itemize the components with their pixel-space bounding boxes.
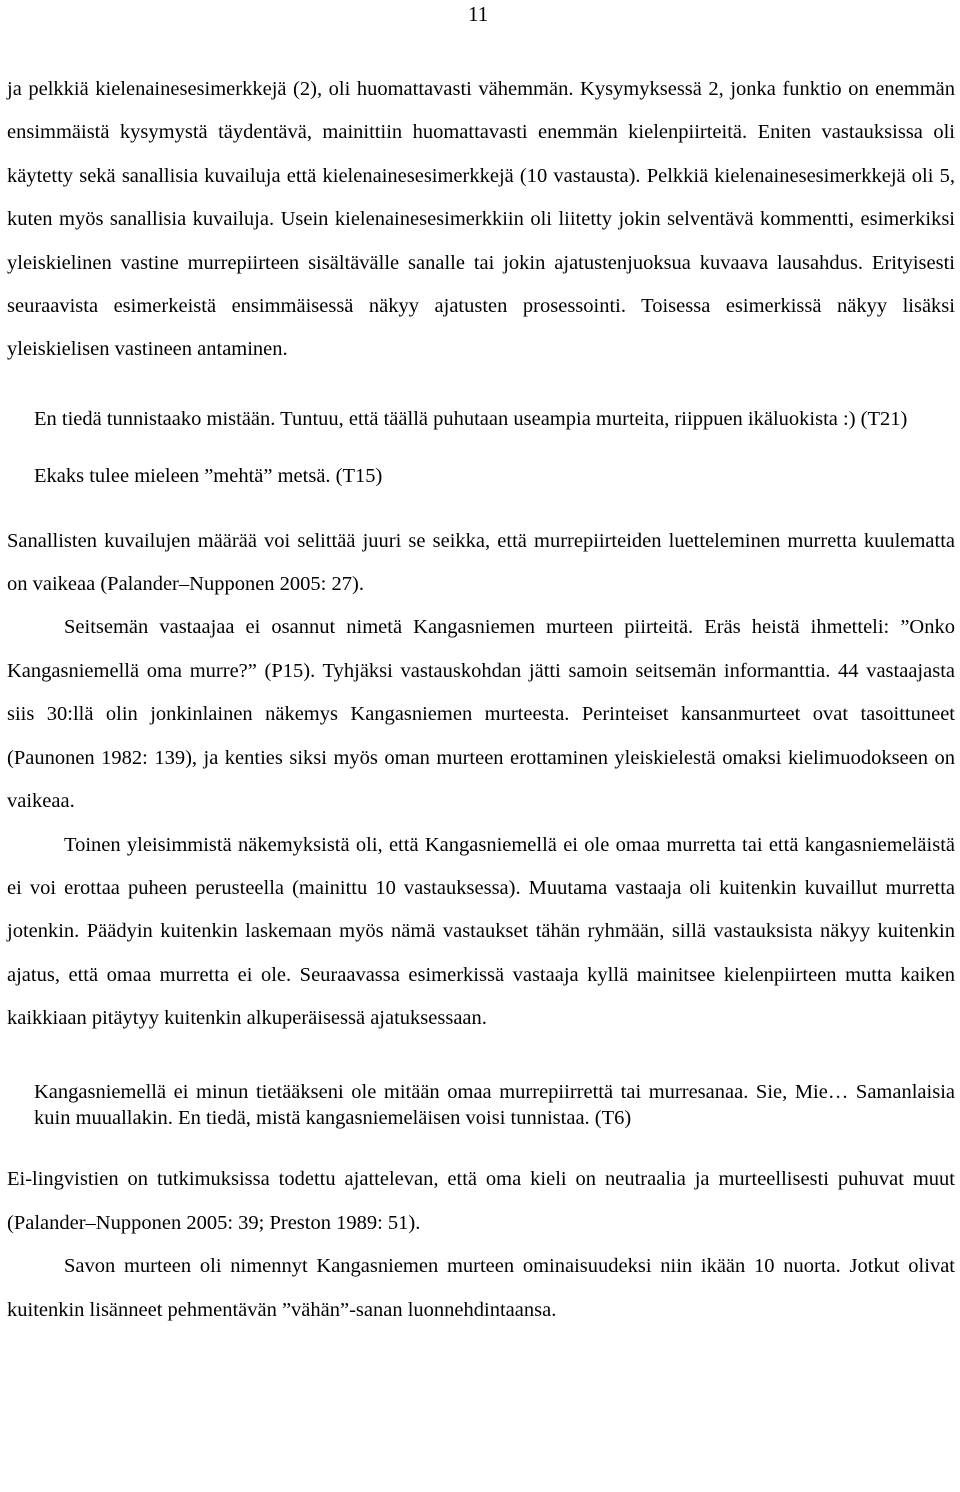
paragraph-2: Sanallisten kuvailujen määrää voi selittää juuri se seikka, että murrepiirteiden luetteleminen murretta kuulematta on vaikeaa (Palander–Nupponen 2005: 27). — [7, 529, 955, 596]
quote-t15: Ekaks tulee mieleen ”mehtä” metsä. (T15) — [34, 465, 383, 488]
paragraph-4: Toinen yleisimmistä näkemyksistä oli, että Kangasniemellä ei ole omaa murretta tai että kangasniemeläistä ei voi erottaa puheen perusteella (mainittu 10 vastauksessa). Muutama vastaaja oli kuitenkin kuvaillut murretta jotenkin. Päädyin kuitenkin laskemaan myös nämä vastaukset tähän ryhmään, sillä vastauksista näkyy kuitenkin ajatus, että omaa murretta ei ole. Seuraavassa esimerkissä vastaaja kyllä mainitsee kielenpiirteen mutta kaiken kaikkiaan pitäytyy kuitenkin alkuperäisessä ajatuksessaan. — [7, 833, 955, 1030]
quote-t21: En tiedä tunnistaako mistään. Tuntuu, että täällä puhutaan useampia murteita, riippuen ikäluokista :) (T21) — [34, 407, 908, 430]
paragraph-3: Seitsemän vastaajaa ei osannut nimetä Kangasniemen murteen piirteitä. Eräs heistä ihmetteli: ”Onko Kangasniemellä oma murre?” (P15). Tyhjäksi vastauskohdan jätti samoin seitsemän informanttia. 44 vastaajasta siis 30:llä olin jonkinlainen näkemys Kangasniemen murteesta. Perinteiset kansanmurteet ovat tasoittuneet (Paunonen 1982: 139), ja kenties siksi myös oman murteen erottaminen yleiskielestä omaksi kielimuodokseen on vaikeaa. — [7, 616, 955, 813]
paragraph-1: ja pelkkiä kielenainesesimerkkejä (2), oli huomattavasti vähemmän. Kysymyksessä 2, jonka funktio on enemmän ensimmäistä kysymystä täydentävä, mainittiin huomattavasti enemmän kielenpiirteitä. Eniten vastauksissa oli käytetty sekä sanallisia kuvailuja että kielenainesesimerkkejä (10 vastausta). Pelkkiä kielenainesesimerkkejä oli 5, kuten myös sanallisia kuvailuja. Usein kielenainesesimerkkiin oli liitetty jokin selventävä kommentti, esimerkiksi yleiskielinen vastine murrepiirteen sisältävälle sanalle tai jokin ajatustenjuoksua kuvaava lausahdus. Erityisesti seuraavista esimerkeistä ensimmäisessä näkyy ajatusten prosessointi. Toisessa esimerkissä näkyy lisäksi yleiskielisen vastineen antaminen. — [7, 78, 955, 361]
quote-t6: Kangasniemellä ei minun tietääkseni ole mitään omaa murrepiirrettä tai murresanaa. Sie, Mie… Samanlaisia kuin muuallakin. En tiedä, mistä kangasniemeläisen voisi tunnistaa. (T6) — [34, 1080, 955, 1129]
page-number: 11 — [468, 2, 489, 26]
paragraph-6: Savon murteen oli nimennyt Kangasniemen murteen ominaisuudeksi niin ikään 10 nuorta. Jotkut olivat kuitenkin lisänneet pehmentävän ”vähän”-sanan luonnehdintaansa. — [7, 1255, 955, 1321]
page-body — [7, 68, 955, 1332]
paragraph-5: Ei-lingvistien on tutkimuksissa todettu ajattelevan, että oma kieli on neutraalia ja murteellisesti puhuvat muut (Palander–Nupponen 2005: 39; Preston 1989: 51). — [7, 1168, 955, 1234]
